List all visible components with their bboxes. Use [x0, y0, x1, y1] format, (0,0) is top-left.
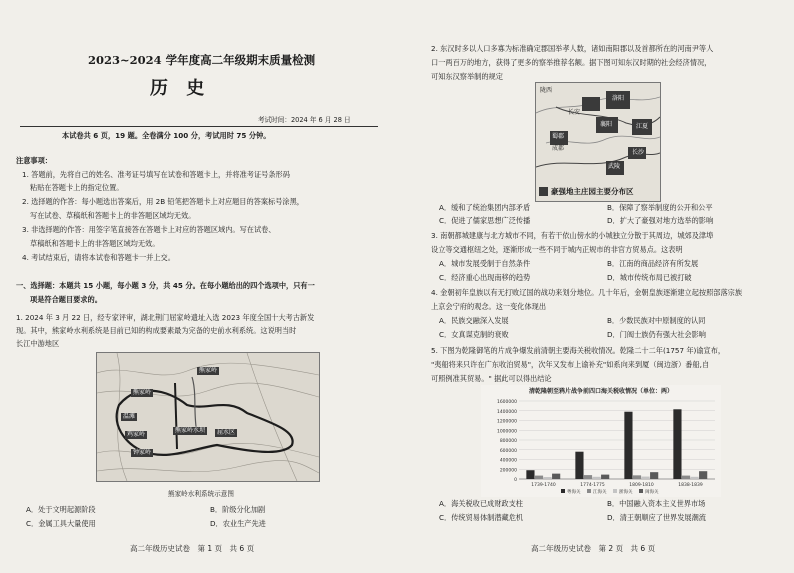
map-label: 熊家岭 [133, 389, 152, 396]
chart-legend-swatch [639, 489, 643, 493]
map-label: 屈水区 [217, 429, 236, 436]
q5-option-d[interactable]: D．清王朝顺应了世界发展潮流 [607, 513, 706, 522]
chart-bar [624, 412, 632, 479]
q4-option-c[interactable]: C．女真谋克制的衰败 [439, 330, 509, 339]
q3-option-b[interactable]: B．江南的商品经济有所发展 [607, 259, 699, 268]
chart-y-tick-label: 200000 [499, 468, 517, 474]
q2-stem: 2. 东汉时多以人口多寡为标准确定郡国举孝人数，诸如南阳郡以及首都所在的河南尹等人 [431, 44, 714, 53]
q1-option-c[interactable]: C．金属工具大量使用 [26, 519, 96, 528]
map-label: 温滩 [123, 413, 136, 420]
chart-x-tick-label: 1774-1775 [580, 483, 605, 488]
chart-legend-swatch [613, 489, 617, 493]
subject-title: 历 史 [150, 78, 211, 99]
chart-legend-label: 浙海关 [619, 490, 633, 495]
map-label: 洛阳 [612, 95, 625, 102]
map-label: 蜀郡 [552, 133, 565, 140]
map-label: 陇西 [540, 87, 553, 94]
q1-stem: 现。其中，熊家岭水利系统是目前已知的构成要素最为完备的史前水利系统。这说明当时 [16, 326, 297, 335]
q2-option-d[interactable]: D．扩大了豪强对地方选举的影响 [607, 216, 714, 225]
q3-stem: 3. 南朝都城建康与北方城市不同，有若干依山傍水的小城独立分散于其周边，城郊及津埠 [431, 231, 714, 240]
q2-option-a[interactable]: A．缓和了统治集团内部矛盾 [439, 203, 531, 212]
chart-y-tick-label: 1200000 [496, 419, 517, 425]
notice-line: 写在试卷、草稿纸和答题卡上的非答题区域均无效。 [30, 211, 196, 220]
map-label: 鸡家岭 [127, 431, 146, 438]
q2-map-legend: 豪强地主庄园主要分布区 [551, 187, 634, 196]
q5-chart [481, 385, 721, 497]
q1-stem: 长江中游地区 [16, 339, 60, 348]
q4-option-b[interactable]: B．少数民族对中原制度的认同 [607, 316, 706, 325]
page-footer: 高二年级历史试卷 第 1 页 共 6 页 [130, 544, 255, 553]
section-heading-cont: 项是符合题目要求的。 [30, 295, 102, 304]
notice-line: 2. 选择题的作答：每小题选出答案后，用 2B 铅笔把答题卡上对应题目的答案标号涂黑， [22, 197, 304, 206]
q5-stem: "夷船将来只许在广东收泊贸易"，次年又发布上谕补充"如系向来到厦（闽边浙）番船,自 [431, 360, 710, 369]
chart-legend-swatch [587, 489, 591, 493]
q1-stem: 1. 2024 年 3 月 22 日，经专家评审，湖北荆门屈家岭遗址入选 2023 年度全国十大考古新发 [16, 313, 315, 322]
exam-time: 考试时间：2024 年 6 月 28 日 [258, 116, 351, 124]
chart-bar [682, 476, 690, 479]
chart-bar [601, 475, 609, 479]
section-heading: 一、选择题：本题共 15 小题，每小题 3 分，共 45 分。在每小题给出的四个选项中，只有一 [16, 281, 315, 290]
q5-option-a[interactable]: A．海关税收已成财政支柱 [439, 499, 523, 508]
chart-bar [552, 474, 560, 479]
q3-option-a[interactable]: A．城市发展受制于自然条件 [439, 259, 531, 268]
page-footer: 高二年级历史试卷 第 2 页 共 6 页 [531, 544, 656, 553]
map-label: 熊家岭 [199, 367, 218, 374]
notice-heading: 注意事项： [16, 156, 52, 165]
chart-legend-swatch [561, 489, 565, 493]
chart-y-tick-label: 600000 [499, 448, 517, 454]
chart-bar [575, 452, 583, 479]
chart-bar [526, 470, 534, 479]
chart-title: 清乾隆朝至鸦片战争前四口海关税收情况（单位：两） [528, 388, 674, 395]
q3-option-c[interactable]: C．经济重心出现南移的趋势 [439, 273, 531, 282]
chart-bar [673, 409, 681, 479]
map-label: 成都 [552, 145, 565, 152]
q1-option-b[interactable]: B．阶级分化加剧 [210, 505, 266, 514]
q4-option-a[interactable]: A．民族交融深入发展 [439, 316, 509, 325]
map-label: 熊家岭水坝 [175, 427, 206, 434]
q1-option-d[interactable]: D．农业生产先进 [210, 519, 266, 528]
chart-legend-label: 江海关 [593, 490, 607, 495]
q5-chart-svg [481, 385, 721, 497]
exam-info: 本试卷共 6 页，19 题。全卷满分 100 分，考试用时 75 分钟。 [62, 131, 271, 140]
chart-bar [544, 477, 552, 479]
q1-map [96, 352, 320, 482]
map-label: 武陵 [608, 163, 621, 170]
q1-option-a[interactable]: A．处于文明起源阶段 [26, 505, 96, 514]
chart-y-tick-label: 1400000 [496, 409, 517, 415]
q2-stem: 可知东汉察举制的规定 [431, 72, 503, 81]
header-rule [20, 126, 378, 127]
chart-x-tick-label: 1809-1810 [629, 483, 654, 488]
map-label: 长安 [568, 109, 581, 116]
q2-map [535, 82, 661, 202]
chart-y-tick-label: 0 [514, 478, 517, 483]
notice-line: 3. 非选择题的作答：用签字笔直接答在答题卡上对应的答题区域内。写在试卷、 [22, 225, 276, 234]
q5-option-b[interactable]: B．中国融入资本主义世界市场 [607, 499, 706, 508]
q4-option-d[interactable]: D．门阀士族仍有强大社会影响 [607, 330, 706, 339]
q4-stem: 4. 金朝初年皇族以有无打败辽国的战功来划分地位。几十年后，金朝皇族逐渐建立起按照部落宗族 [431, 288, 743, 297]
chart-legend-label: 闽海关 [645, 490, 659, 495]
q3-stem: 设立等交通枢纽之处，逐渐形成一些不同于城内正规市的非官方贸易点。这表明 [431, 245, 683, 254]
chart-x-tick-label: 1838-1839 [678, 483, 703, 488]
chart-y-tick-label: 400000 [499, 458, 517, 464]
q2-option-b[interactable]: B．保障了察举制度的公开和公平 [607, 203, 713, 212]
chart-bar [633, 475, 641, 479]
map-label: 钟家岭 [133, 449, 152, 456]
chart-bar [650, 472, 658, 479]
q2-stem: 口一两百万的地方，获得了更多的察举推荐名额。据下图可知东汉时期的社会经济情况， [431, 58, 712, 67]
chart-y-tick-label: 1600000 [496, 400, 517, 405]
map-label: 襄阳 [600, 121, 613, 128]
q4-stem: 上京会宁府的观念。这一变化体现出 [431, 302, 547, 311]
chart-bar [584, 475, 592, 479]
notice-line: 1. 答题前，先将自己的姓名、准考证号填写在试卷和答题卡上，并将准考证号条形码 [22, 170, 290, 179]
chart-bar [699, 471, 707, 479]
chart-y-tick-label: 1000000 [496, 429, 517, 435]
page-2 [397, 0, 794, 573]
chart-legend-label: 粤海关 [567, 490, 581, 495]
q3-option-d[interactable]: D．城市传统布局已被打破 [607, 273, 692, 282]
chart-bar [593, 477, 601, 479]
q1-map-caption: 熊家岭水利系统示意图 [168, 490, 234, 498]
q5-stem: 5. 下图为乾隆御笔的片成争爆发前清朝主要海关税收情况。乾隆二十二年(1757 年)谕宣布， [431, 346, 726, 355]
q2-map-drawing [536, 83, 660, 201]
q2-option-c[interactable]: C．促进了儒家思想广泛传播 [439, 216, 531, 225]
exam-title: 2023~2024 学年度高二年级期末质量检测 [88, 53, 316, 67]
map-label: 长沙 [632, 149, 645, 156]
notice-line: 4. 考试结束后，请将本试卷和答题卡一并上交。 [22, 253, 175, 262]
map-label: 江夏 [636, 123, 649, 130]
notice-line: 粘贴在答题卡上的指定位置。 [30, 183, 124, 192]
notice-line: 草稿纸和答题卡上的非答题区域均无效。 [30, 239, 160, 248]
q5-option-c[interactable]: C．传统贸易体制潜藏危机 [439, 513, 524, 522]
chart-y-tick-label: 800000 [499, 439, 517, 444]
chart-x-tick-label: 1739-1740 [531, 483, 556, 488]
q5-stem: 可照例准其贸易。" 据此可以得出结论 [431, 374, 552, 383]
chart-bar [535, 476, 543, 479]
chart-bar [642, 477, 650, 479]
chart-bar [691, 477, 699, 479]
